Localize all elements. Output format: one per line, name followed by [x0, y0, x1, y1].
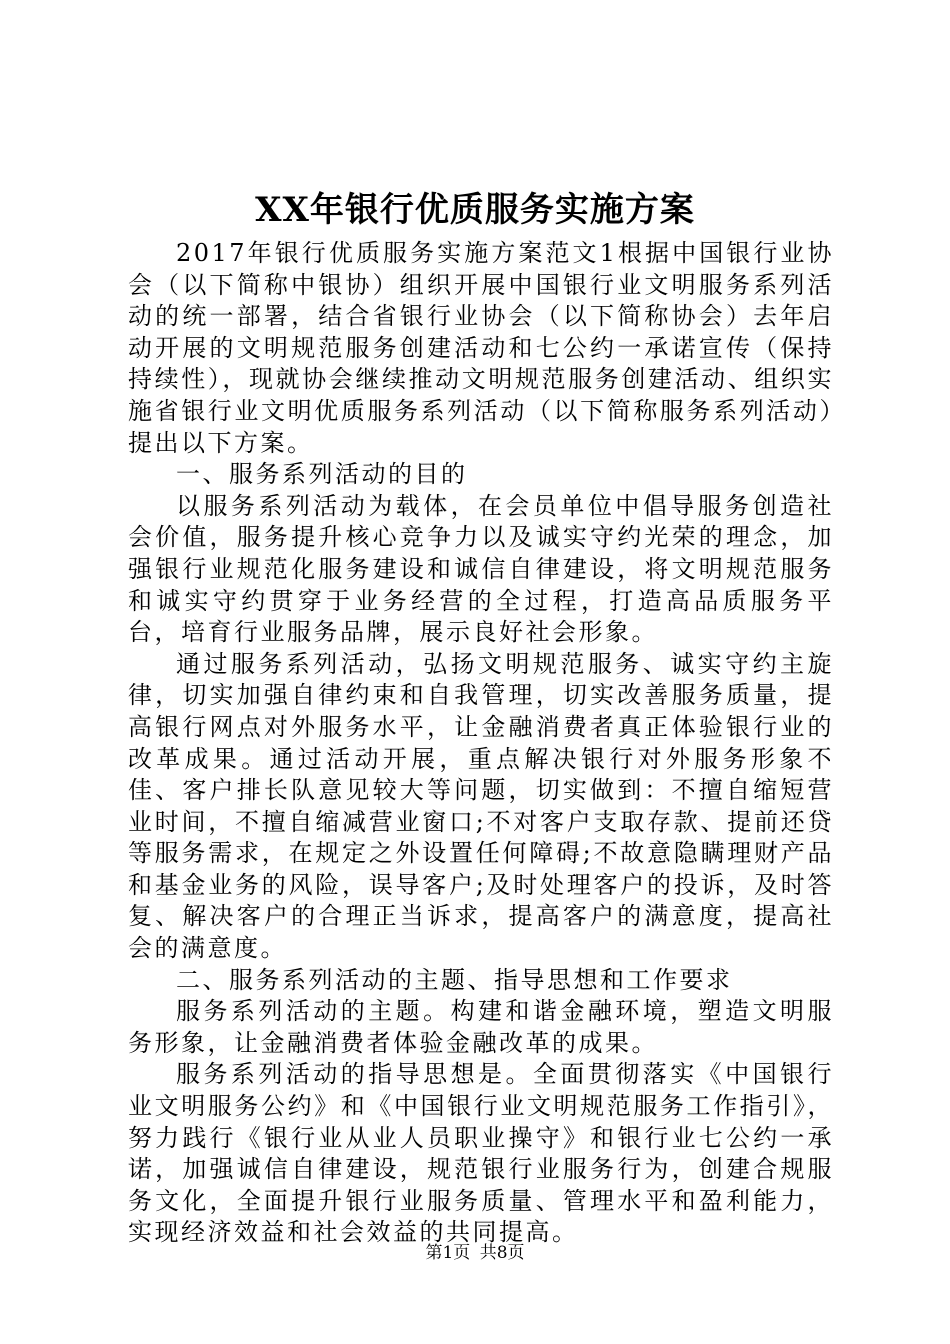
page-number: 第1页 — [425, 1243, 471, 1263]
paragraph-theme: 服务系列活动的主题。构建和谐金融环境，塑造文明服务形象，让金融消费者体验金融改革的成果。 — [128, 997, 834, 1057]
paragraph-goals: 通过服务系列活动，弘扬文明规范服务、诚实守约主旋律，切实加强自律约束和自我管理，切实改善服务质量，提高银行网点对外服务水平，让金融消费者真正体验银行业的改革成果。通过活动开展，重点解决银行对外服务形象不佳、客户排长队意见较大等问题，切实做到：不擅自缩短营业时间，不擅自缩减营业窗口;不对客户支取存款、提前还贷等服务需求，在规定之外设置任何障碍;不故意隐瞒理财产品和基金业务的风险，误导客户;及时处理客户的投诉，及时答复、解决客户的合理正当诉求，提高客户的满意度，提高社会的满意度。 — [128, 649, 834, 963]
paragraph-guiding-idea: 服务系列活动的指导思想是。全面贯彻落实《中国银行业文明服务公约》和《中国银行业文明规范服务工作指引》，努力践行《银行业从业人员职业操守》和银行业七公约一承诺，加强诚信自律建设，规范银行业服务行为，创建合规服务文化，全面提升银行业服务质量、管理水平和盈利能力，实现经济效益和社会效益的共同提高。 — [128, 1060, 834, 1247]
section-heading-2: 二、服务系列活动的主题、指导思想和工作要求 — [176, 965, 733, 994]
paragraph-intro: 2017年银行优质服务实施方案范文1根据中国银行业协会（以下简称中银协）组织开展中国银行业文明服务系列活动的统一部署，结合省银行业协会（以下简称协会）去年启动开展的文明规范服务创建活动和七公约一承诺宣传（保持持续性），现就协会继续推动文明规范服务创建活动、组织实施省银行业文明优质服务系列活动（以下简称服务系列活动）提出以下方案。 — [128, 239, 834, 457]
paragraph-purpose: 以服务系列活动为载体，在会员单位中倡导服务创造社会价值，服务提升核心竞争力以及诚实守约光荣的理念，加强银行业规范化服务建设和诚信自律建设，将文明规范服务和诚实守约贯穿于业务经营的全过程，打造高品质服务平台，培育行业服务品牌，展示良好社会形象。 — [128, 491, 834, 647]
document-title: XX年银行优质服务实施方案 — [255, 190, 695, 230]
document-body — [128, 238, 834, 1249]
page-footer — [0, 1241, 950, 1265]
page-total: 共8页 — [479, 1243, 525, 1263]
section-heading-1: 一、服务系列活动的目的 — [176, 460, 468, 489]
